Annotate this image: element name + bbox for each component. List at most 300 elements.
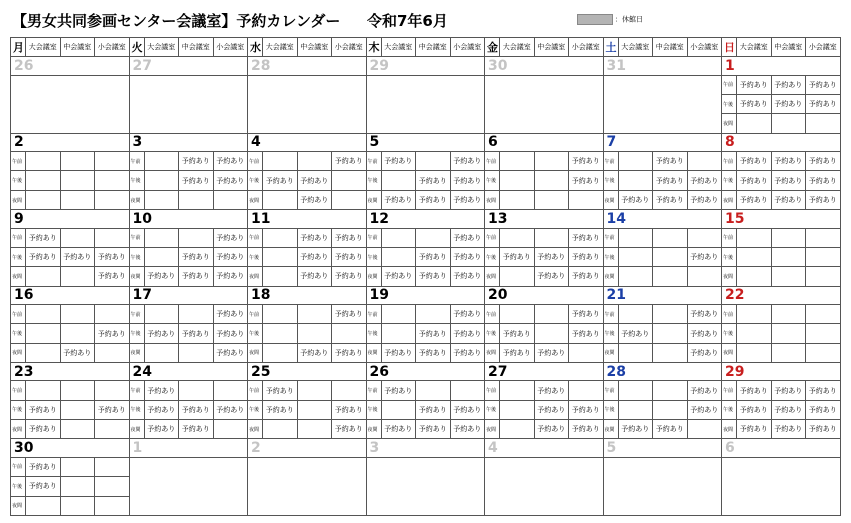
reservation-cell[interactable] [687,420,722,439]
reservation-cell[interactable]: 予約あり [687,324,722,343]
reservation-cell[interactable]: 予約あり [297,171,332,190]
reservation-cell[interactable]: 予約あり [500,247,535,266]
reservation-cell[interactable] [26,304,61,323]
reservation-cell[interactable]: 予約あり [569,247,604,266]
reservation-cell[interactable] [534,324,569,343]
reservation-cell[interactable]: 予約あり [95,267,130,286]
reservation-cell[interactable] [95,457,130,476]
reservation-cell[interactable]: 予約あり [95,400,130,419]
reservation-cell[interactable] [26,343,61,362]
reservation-cell[interactable]: 予約あり [500,343,535,362]
reservation-cell[interactable]: 予約あり [569,324,604,343]
reservation-cell[interactable]: 予約あり [213,247,248,266]
reservation-cell[interactable] [144,247,179,266]
reservation-cell[interactable] [263,343,298,362]
day-number[interactable]: 30 [11,439,130,457]
reservation-cell[interactable]: 予約あり [179,420,214,439]
reservation-cell[interactable]: 予約あり [263,381,298,400]
reservation-cell[interactable]: 予約あり [416,171,451,190]
reservation-cell[interactable]: 予約あり [771,381,806,400]
reservation-cell[interactable]: 予約あり [771,171,806,190]
reservation-cell[interactable] [737,228,772,247]
reservation-cell[interactable] [500,400,535,419]
reservation-cell[interactable] [95,171,130,190]
reservation-cell[interactable]: 予約あり [534,267,569,286]
reservation-cell[interactable]: 予約あり [618,420,653,439]
reservation-cell[interactable]: 予約あり [332,343,367,362]
reservation-cell[interactable] [534,171,569,190]
reservation-cell[interactable]: 予約あり [381,343,416,362]
reservation-cell[interactable] [179,343,214,362]
reservation-cell[interactable] [653,304,688,323]
day-number[interactable]: 8 [722,133,841,151]
reservation-cell[interactable] [687,267,722,286]
reservation-cell[interactable] [263,247,298,266]
reservation-cell[interactable]: 予約あり [416,324,451,343]
reservation-cell[interactable]: 予約あり [687,343,722,362]
reservation-cell[interactable]: 予約あり [618,190,653,209]
reservation-cell[interactable]: 予約あり [618,324,653,343]
reservation-cell[interactable] [534,152,569,171]
reservation-cell[interactable] [687,228,722,247]
day-number[interactable]: 1 [129,439,248,457]
reservation-cell[interactable] [144,343,179,362]
reservation-cell[interactable] [60,228,95,247]
reservation-cell[interactable]: 予約あり [332,228,367,247]
reservation-cell[interactable]: 予約あり [687,400,722,419]
reservation-cell[interactable] [297,381,332,400]
reservation-cell[interactable]: 予約あり [737,75,772,94]
reservation-cell[interactable] [618,400,653,419]
reservation-cell[interactable]: 予約あり [179,400,214,419]
reservation-cell[interactable] [569,190,604,209]
reservation-cell[interactable]: 予約あり [806,75,841,94]
reservation-cell[interactable] [806,247,841,266]
reservation-cell[interactable]: 予約あり [179,267,214,286]
reservation-cell[interactable] [60,304,95,323]
reservation-cell[interactable]: 予約あり [416,247,451,266]
reservation-cell[interactable] [144,152,179,171]
reservation-cell[interactable]: 予約あり [737,381,772,400]
reservation-cell[interactable]: 予約あり [332,304,367,323]
reservation-cell[interactable] [618,228,653,247]
reservation-cell[interactable]: 予約あり [771,420,806,439]
reservation-cell[interactable] [500,420,535,439]
reservation-cell[interactable]: 予約あり [569,420,604,439]
reservation-cell[interactable] [653,381,688,400]
reservation-cell[interactable] [806,114,841,133]
reservation-cell[interactable] [144,228,179,247]
reservation-cell[interactable]: 予約あり [297,343,332,362]
reservation-cell[interactable] [95,496,130,515]
reservation-cell[interactable] [500,228,535,247]
reservation-cell[interactable]: 予約あり [771,190,806,209]
reservation-cell[interactable] [569,343,604,362]
day-number[interactable]: 28 [248,57,367,75]
reservation-cell[interactable] [771,114,806,133]
reservation-cell[interactable]: 予約あり [534,400,569,419]
day-number[interactable]: 4 [485,439,604,457]
reservation-cell[interactable]: 予約あり [450,247,485,266]
reservation-cell[interactable] [771,304,806,323]
reservation-cell[interactable] [60,324,95,343]
reservation-cell[interactable] [618,381,653,400]
reservation-cell[interactable]: 予約あり [381,267,416,286]
day-number[interactable]: 27 [129,57,248,75]
reservation-cell[interactable]: 予約あり [450,304,485,323]
day-number[interactable]: 21 [603,286,722,304]
reservation-cell[interactable]: 予約あり [771,400,806,419]
reservation-cell[interactable]: 予約あり [144,400,179,419]
reservation-cell[interactable] [60,420,95,439]
reservation-cell[interactable]: 予約あり [569,304,604,323]
reservation-cell[interactable]: 予約あり [450,400,485,419]
reservation-cell[interactable] [534,228,569,247]
reservation-cell[interactable]: 予約あり [381,152,416,171]
day-number[interactable]: 15 [722,210,841,228]
reservation-cell[interactable] [416,152,451,171]
reservation-cell[interactable]: 予約あり [213,343,248,362]
reservation-cell[interactable] [179,304,214,323]
reservation-cell[interactable]: 予約あり [213,171,248,190]
reservation-cell[interactable] [332,381,367,400]
reservation-cell[interactable]: 予約あり [381,420,416,439]
reservation-cell[interactable]: 予約あり [687,171,722,190]
reservation-cell[interactable] [213,420,248,439]
reservation-cell[interactable]: 予約あり [263,171,298,190]
day-number[interactable]: 16 [11,286,130,304]
reservation-cell[interactable] [297,400,332,419]
reservation-cell[interactable] [771,228,806,247]
reservation-cell[interactable]: 予約あり [534,420,569,439]
reservation-cell[interactable]: 予約あり [26,247,61,266]
day-number[interactable]: 13 [485,210,604,228]
reservation-cell[interactable]: 予約あり [297,190,332,209]
reservation-cell[interactable]: 予約あり [653,171,688,190]
reservation-cell[interactable]: 予約あり [450,171,485,190]
day-number[interactable]: 19 [366,286,485,304]
reservation-cell[interactable]: 予約あり [806,381,841,400]
reservation-cell[interactable] [381,324,416,343]
reservation-cell[interactable] [737,304,772,323]
reservation-cell[interactable] [263,152,298,171]
reservation-cell[interactable]: 予約あり [569,152,604,171]
reservation-cell[interactable] [381,247,416,266]
reservation-cell[interactable]: 予約あり [569,400,604,419]
reservation-cell[interactable] [60,152,95,171]
reservation-cell[interactable]: 予約あり [26,228,61,247]
day-number[interactable]: 11 [248,210,367,228]
reservation-cell[interactable]: 予約あり [297,247,332,266]
reservation-cell[interactable] [806,267,841,286]
reservation-cell[interactable] [416,228,451,247]
reservation-cell[interactable]: 予約あり [416,343,451,362]
day-number[interactable]: 7 [603,133,722,151]
reservation-cell[interactable]: 予約あり [144,381,179,400]
reservation-cell[interactable]: 予約あり [737,190,772,209]
reservation-cell[interactable]: 予約あり [179,247,214,266]
reservation-cell[interactable]: 予約あり [416,267,451,286]
day-number[interactable]: 30 [485,57,604,75]
reservation-cell[interactable]: 予約あり [179,324,214,343]
reservation-cell[interactable] [332,324,367,343]
reservation-cell[interactable]: 予約あり [569,228,604,247]
reservation-cell[interactable] [95,420,130,439]
reservation-cell[interactable] [297,152,332,171]
reservation-cell[interactable]: 予約あり [179,171,214,190]
reservation-cell[interactable] [771,324,806,343]
day-number[interactable]: 5 [366,133,485,151]
reservation-cell[interactable]: 予約あり [60,343,95,362]
reservation-cell[interactable]: 予約あり [771,152,806,171]
reservation-cell[interactable]: 予約あり [213,267,248,286]
reservation-cell[interactable] [95,477,130,496]
reservation-cell[interactable] [653,324,688,343]
reservation-cell[interactable] [381,228,416,247]
reservation-cell[interactable]: 予約あり [450,152,485,171]
reservation-cell[interactable] [500,381,535,400]
reservation-cell[interactable] [806,343,841,362]
day-number[interactable]: 3 [366,439,485,457]
reservation-cell[interactable] [26,190,61,209]
reservation-cell[interactable] [771,247,806,266]
reservation-cell[interactable]: 予約あり [687,190,722,209]
reservation-cell[interactable]: 予約あり [213,152,248,171]
reservation-cell[interactable]: 予約あり [500,324,535,343]
day-number[interactable]: 29 [722,363,841,381]
reservation-cell[interactable] [60,171,95,190]
reservation-cell[interactable] [297,420,332,439]
reservation-cell[interactable] [416,304,451,323]
reservation-cell[interactable]: 予約あり [737,152,772,171]
day-number[interactable]: 6 [722,439,841,457]
reservation-cell[interactable] [653,267,688,286]
reservation-cell[interactable] [179,381,214,400]
reservation-cell[interactable] [737,343,772,362]
reservation-cell[interactable]: 予約あり [687,304,722,323]
day-number[interactable]: 28 [603,363,722,381]
reservation-cell[interactable]: 予約あり [450,343,485,362]
reservation-cell[interactable] [500,190,535,209]
reservation-cell[interactable]: 予約あり [213,228,248,247]
reservation-cell[interactable]: 予約あり [653,152,688,171]
reservation-cell[interactable] [26,171,61,190]
reservation-cell[interactable] [179,190,214,209]
reservation-cell[interactable]: 予約あり [771,75,806,94]
reservation-cell[interactable]: 予約あり [332,420,367,439]
reservation-cell[interactable] [26,324,61,343]
reservation-cell[interactable]: 予約あり [806,420,841,439]
reservation-cell[interactable]: 予約あり [416,190,451,209]
reservation-cell[interactable]: 予約あり [653,420,688,439]
day-number[interactable]: 29 [366,57,485,75]
reservation-cell[interactable]: 予約あり [332,267,367,286]
reservation-cell[interactable]: 予約あり [806,400,841,419]
reservation-cell[interactable] [569,381,604,400]
reservation-cell[interactable] [534,190,569,209]
reservation-cell[interactable]: 予約あり [144,420,179,439]
reservation-cell[interactable]: 予約あり [771,95,806,114]
reservation-cell[interactable] [416,381,451,400]
reservation-cell[interactable]: 予約あり [416,420,451,439]
day-number[interactable]: 9 [11,210,130,228]
reservation-cell[interactable]: 予約あり [569,171,604,190]
reservation-cell[interactable]: 予約あり [450,190,485,209]
reservation-cell[interactable]: 予約あり [737,171,772,190]
reservation-cell[interactable] [618,304,653,323]
reservation-cell[interactable]: 予約あり [213,400,248,419]
reservation-cell[interactable] [618,343,653,362]
reservation-cell[interactable] [95,381,130,400]
day-number[interactable]: 2 [11,133,130,151]
reservation-cell[interactable] [500,267,535,286]
reservation-cell[interactable] [653,343,688,362]
day-number[interactable]: 25 [248,363,367,381]
reservation-cell[interactable] [263,420,298,439]
day-number[interactable]: 4 [248,133,367,151]
reservation-cell[interactable] [806,304,841,323]
reservation-cell[interactable] [60,400,95,419]
reservation-cell[interactable]: 予約あり [737,400,772,419]
day-number[interactable]: 26 [366,363,485,381]
day-number[interactable]: 17 [129,286,248,304]
reservation-cell[interactable]: 予約あり [806,95,841,114]
reservation-cell[interactable]: 予約あり [534,381,569,400]
reservation-cell[interactable]: 予約あり [144,267,179,286]
reservation-cell[interactable]: 予約あり [26,477,61,496]
reservation-cell[interactable]: 予約あり [263,400,298,419]
reservation-cell[interactable] [263,228,298,247]
reservation-cell[interactable]: 予約あり [213,304,248,323]
reservation-cell[interactable]: 予約あり [416,400,451,419]
reservation-cell[interactable] [618,267,653,286]
reservation-cell[interactable] [263,190,298,209]
reservation-cell[interactable] [95,190,130,209]
reservation-cell[interactable] [771,343,806,362]
reservation-cell[interactable]: 予約あり [534,343,569,362]
reservation-cell[interactable] [95,152,130,171]
reservation-cell[interactable]: 予約あり [806,152,841,171]
reservation-cell[interactable] [95,228,130,247]
day-number[interactable]: 24 [129,363,248,381]
reservation-cell[interactable] [60,381,95,400]
reservation-cell[interactable] [737,247,772,266]
reservation-cell[interactable] [653,247,688,266]
reservation-cell[interactable]: 予約あり [297,228,332,247]
reservation-cell[interactable]: 予約あり [806,171,841,190]
reservation-cell[interactable]: 予約あり [332,152,367,171]
reservation-cell[interactable] [95,304,130,323]
reservation-cell[interactable]: 予約あり [653,190,688,209]
reservation-cell[interactable]: 予約あり [737,95,772,114]
reservation-cell[interactable]: 予約あり [332,400,367,419]
day-number[interactable]: 20 [485,286,604,304]
reservation-cell[interactable]: 予約あり [450,420,485,439]
day-number[interactable]: 12 [366,210,485,228]
reservation-cell[interactable]: 予約あり [687,247,722,266]
reservation-cell[interactable]: 予約あり [179,152,214,171]
reservation-cell[interactable] [332,190,367,209]
day-number[interactable]: 3 [129,133,248,151]
day-number[interactable]: 5 [603,439,722,457]
reservation-cell[interactable]: 予約あり [381,190,416,209]
reservation-cell[interactable]: 予約あり [687,381,722,400]
day-number[interactable]: 18 [248,286,367,304]
reservation-cell[interactable]: 予約あり [213,324,248,343]
reservation-cell[interactable]: 予約あり [381,381,416,400]
reservation-cell[interactable] [26,496,61,515]
reservation-cell[interactable]: 予約あり [450,324,485,343]
reservation-cell[interactable]: 予約あり [144,324,179,343]
reservation-cell[interactable] [618,152,653,171]
reservation-cell[interactable] [213,190,248,209]
reservation-cell[interactable] [60,457,95,476]
reservation-cell[interactable] [60,267,95,286]
reservation-cell[interactable] [144,171,179,190]
reservation-cell[interactable]: 予約あり [569,267,604,286]
reservation-cell[interactable] [500,171,535,190]
reservation-cell[interactable] [806,228,841,247]
reservation-cell[interactable] [653,400,688,419]
reservation-cell[interactable] [618,247,653,266]
day-number[interactable]: 26 [11,57,130,75]
reservation-cell[interactable] [687,152,722,171]
reservation-cell[interactable] [806,324,841,343]
reservation-cell[interactable] [179,228,214,247]
reservation-cell[interactable] [771,267,806,286]
reservation-cell[interactable] [60,190,95,209]
day-number[interactable]: 10 [129,210,248,228]
reservation-cell[interactable] [450,381,485,400]
reservation-cell[interactable] [737,114,772,133]
reservation-cell[interactable] [213,381,248,400]
day-number[interactable]: 2 [248,439,367,457]
reservation-cell[interactable] [500,152,535,171]
day-number[interactable]: 1 [722,57,841,75]
reservation-cell[interactable] [263,267,298,286]
reservation-cell[interactable] [60,496,95,515]
reservation-cell[interactable] [534,304,569,323]
day-number[interactable]: 22 [722,286,841,304]
reservation-cell[interactable] [737,324,772,343]
reservation-cell[interactable]: 予約あり [450,267,485,286]
day-number[interactable]: 14 [603,210,722,228]
reservation-cell[interactable]: 予約あり [26,400,61,419]
reservation-cell[interactable]: 予約あり [534,247,569,266]
day-number[interactable]: 31 [603,57,722,75]
reservation-cell[interactable] [95,343,130,362]
reservation-cell[interactable] [60,477,95,496]
day-number[interactable]: 6 [485,133,604,151]
reservation-cell[interactable]: 予約あり [26,420,61,439]
reservation-cell[interactable] [263,304,298,323]
reservation-cell[interactable] [144,190,179,209]
reservation-cell[interactable]: 予約あり [450,228,485,247]
day-number[interactable]: 23 [11,363,130,381]
reservation-cell[interactable]: 予約あり [60,247,95,266]
reservation-cell[interactable]: 予約あり [297,267,332,286]
reservation-cell[interactable] [332,171,367,190]
reservation-cell[interactable] [26,267,61,286]
reservation-cell[interactable] [381,304,416,323]
reservation-cell[interactable] [737,267,772,286]
reservation-cell[interactable]: 予約あり [737,420,772,439]
reservation-cell[interactable] [653,228,688,247]
reservation-cell[interactable] [381,400,416,419]
reservation-cell[interactable] [297,304,332,323]
reservation-cell[interactable] [263,324,298,343]
reservation-cell[interactable] [500,304,535,323]
